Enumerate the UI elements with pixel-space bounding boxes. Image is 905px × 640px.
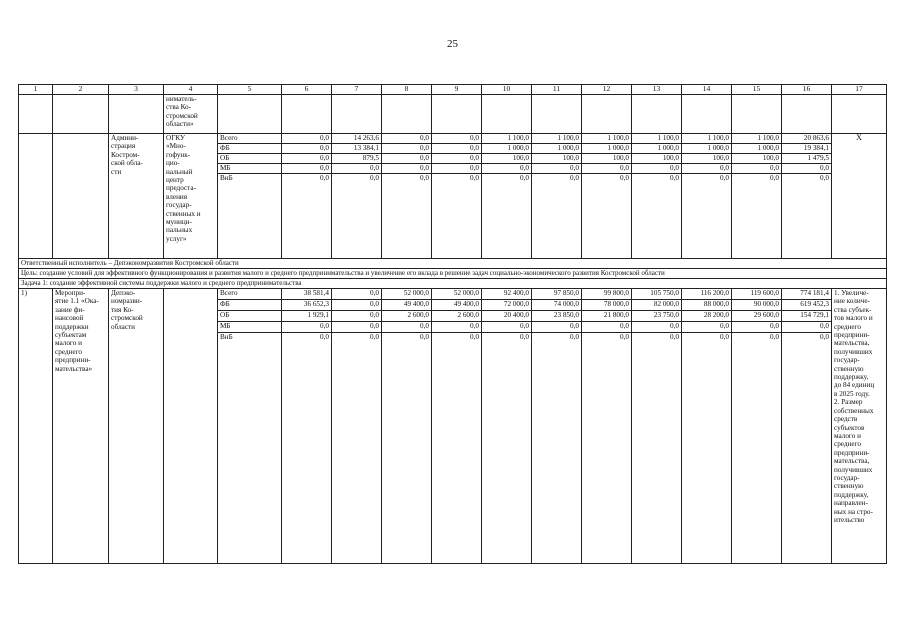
amount-cell: 100,0: [682, 154, 732, 164]
amount-cell: 78 000,0: [582, 300, 632, 311]
amount-cell: 0,0: [282, 164, 332, 174]
amount-cell: 0,0: [332, 174, 382, 259]
amount-cell: 49 400,0: [432, 300, 482, 311]
task-text: Задача 1: создание эффективной системы поддержки малого и среднего предпринимательства: [19, 279, 887, 289]
amount-cell: 1 100,0: [682, 134, 732, 144]
goal-row: [19, 269, 887, 279]
task-row: [19, 279, 887, 289]
amount-cell: 100,0: [732, 154, 782, 164]
goal-text: Цель: создание условий для эффективного функционирования и развития малого и среднего предпринимательства и увеличение его вклада в решение задач социально-экономического развития Костромской области: [19, 269, 887, 279]
header-cell: 9: [432, 85, 482, 95]
header-cell: 17: [832, 85, 887, 95]
amount-cell: 0,0: [582, 174, 632, 259]
amount-cell: 0,0: [332, 164, 382, 174]
amount-cell: 619 452,3: [782, 300, 832, 311]
amount-cell: 0,0: [332, 300, 382, 311]
amount-cell: 0,0: [782, 174, 832, 259]
funding-source-label: ФБ: [218, 144, 282, 154]
funding-source-label: Всего: [218, 134, 282, 144]
amount-cell: 0,0: [432, 322, 482, 333]
amount-cell: 1 000,0: [582, 144, 632, 154]
amount-cell: 0,0: [732, 174, 782, 259]
amount-cell: 1 479,5: [782, 154, 832, 164]
amount-cell: 0,0: [632, 174, 682, 259]
amount-cell: 0,0: [782, 333, 832, 564]
amount-cell: 0,0: [682, 174, 732, 259]
funding-source-label: ОБ: [218, 154, 282, 164]
amount-cell: 0,0: [432, 174, 482, 259]
amount-cell: 97 850,0: [532, 289, 582, 300]
amount-cell: 0,0: [532, 333, 582, 564]
empty-cell: [832, 95, 887, 134]
funding-source-label: МБ: [218, 164, 282, 174]
amount-cell: 0,0: [682, 333, 732, 564]
amount-cell: 100,0: [532, 154, 582, 164]
indicator-mark: Х: [832, 134, 887, 259]
amount-cell: 1 100,0: [482, 134, 532, 144]
header-cell: 1: [19, 85, 53, 95]
header-cell: 16: [782, 85, 832, 95]
amount-cell: 1 100,0: [532, 134, 582, 144]
amount-cell: 1 000,0: [732, 144, 782, 154]
empty-cell: [732, 95, 782, 134]
empty-cell: [282, 95, 332, 134]
amount-cell: 0,0: [332, 333, 382, 564]
funding-source-label: Всего: [218, 289, 282, 300]
amount-cell: 879,5: [332, 154, 382, 164]
header-cell: 5: [218, 85, 282, 95]
empty-cell: [53, 134, 109, 259]
amount-cell: 0,0: [432, 164, 482, 174]
header-row: [19, 85, 887, 95]
amount-cell: 0,0: [732, 322, 782, 333]
amount-cell: 0,0: [382, 333, 432, 564]
amount-cell: 0,0: [632, 164, 682, 174]
empty-cell: [382, 95, 432, 134]
funding-row: [19, 289, 887, 300]
amount-cell: 1 100,0: [582, 134, 632, 144]
amount-cell: 92 400,0: [482, 289, 532, 300]
amount-cell: 0,0: [332, 289, 382, 300]
indicator-text: 1. Увеличе- ние количе- ства субъек- тов малого и среднего предприни- мательства, получивших государ- ственную поддержку, до 84 единиц в 2025 году. 2. Размер собственных средств субъектов малого и среднего предприни- мательства, получивших государ- ственную поддержку, направлен- ных на стро- ительство: [832, 289, 887, 564]
amount-cell: 0,0: [332, 311, 382, 322]
amount-cell: 19 384,1: [782, 144, 832, 154]
amount-cell: 0,0: [382, 134, 432, 144]
amount-cell: 21 800,0: [582, 311, 632, 322]
amount-cell: 23 750,0: [632, 311, 682, 322]
amount-cell: 1 000,0: [632, 144, 682, 154]
amount-cell: 0,0: [332, 322, 382, 333]
amount-cell: 0,0: [432, 154, 482, 164]
empty-cell: [532, 95, 582, 134]
empty-cell: [164, 289, 218, 564]
empty-cell: [19, 134, 53, 259]
amount-cell: 0,0: [782, 322, 832, 333]
amount-cell: 0,0: [382, 322, 432, 333]
amount-cell: 52 000,0: [382, 289, 432, 300]
amount-cell: 0,0: [532, 322, 582, 333]
amount-cell: 49 400,0: [382, 300, 432, 311]
amount-cell: 0,0: [282, 333, 332, 564]
amount-cell: 0,0: [532, 174, 582, 259]
amount-cell: 90 000,0: [732, 300, 782, 311]
amount-cell: 14 263,6: [332, 134, 382, 144]
header-cell: 13: [632, 85, 682, 95]
header-cell: 8: [382, 85, 432, 95]
amount-cell: 36 652,3: [282, 300, 332, 311]
empty-cell: [53, 95, 109, 134]
amount-cell: 100,0: [632, 154, 682, 164]
amount-cell: 28 200,0: [682, 311, 732, 322]
header-cell: 14: [682, 85, 732, 95]
amount-cell: 0,0: [432, 144, 482, 154]
header-cell: 10: [482, 85, 532, 95]
empty-cell: [632, 95, 682, 134]
amount-cell: 72 000,0: [482, 300, 532, 311]
amount-cell: 1 100,0: [632, 134, 682, 144]
amount-cell: 0,0: [682, 322, 732, 333]
page-number: 25: [447, 38, 458, 50]
amount-cell: 119 600,0: [732, 289, 782, 300]
amount-cell: 1 929,1: [282, 311, 332, 322]
amount-cell: 100,0: [482, 154, 532, 164]
amount-cell: 0,0: [732, 333, 782, 564]
amount-cell: 116 200,0: [682, 289, 732, 300]
amount-cell: 0,0: [582, 322, 632, 333]
amount-cell: 52 000,0: [432, 289, 482, 300]
amount-cell: 29 600,0: [732, 311, 782, 322]
executor-cell: ниматель- ства Ко- стромской области»: [164, 95, 218, 134]
amount-cell: 0,0: [382, 154, 432, 164]
header-cell: 12: [582, 85, 632, 95]
row-number: 1): [19, 289, 53, 564]
amount-cell: 774 181,4: [782, 289, 832, 300]
header-cell: 2: [53, 85, 109, 95]
funding-source-label: ОБ: [218, 311, 282, 322]
amount-cell: 100,0: [582, 154, 632, 164]
amount-cell: 1 000,0: [482, 144, 532, 154]
amount-cell: 1 100,0: [732, 134, 782, 144]
amount-cell: 0,0: [282, 322, 332, 333]
amount-cell: 0,0: [632, 322, 682, 333]
empty-cell: [482, 95, 532, 134]
amount-cell: 0,0: [282, 144, 332, 154]
header-cell: 4: [164, 85, 218, 95]
amount-cell: 0,0: [432, 134, 482, 144]
amount-cell: 0,0: [482, 333, 532, 564]
amount-cell: 74 000,0: [532, 300, 582, 311]
amount-cell: 0,0: [782, 164, 832, 174]
amount-cell: 0,0: [482, 164, 532, 174]
funding-source-label: ВнБ: [218, 333, 282, 564]
amount-cell: 2 600,0: [382, 311, 432, 322]
amount-cell: 0,0: [682, 164, 732, 174]
responsible-cell: Админи- страция Костром- ской обла- сти: [109, 134, 164, 259]
amount-cell: 0,0: [382, 164, 432, 174]
amount-cell: 105 750,0: [632, 289, 682, 300]
amount-cell: 0,0: [382, 174, 432, 259]
amount-cell: 20 863,6: [782, 134, 832, 144]
empty-cell: [332, 95, 382, 134]
amount-cell: 0,0: [282, 134, 332, 144]
funding-source-label: ВнБ: [218, 174, 282, 259]
amount-cell: 99 800,0: [582, 289, 632, 300]
empty-cell: [218, 95, 282, 134]
amount-cell: 154 729,1: [782, 311, 832, 322]
event-name: Меропри- ятие 1.1 «Ока- зание фи- нансовой поддержки субъектам малого и среднего предприни- мательства»: [53, 289, 109, 564]
amount-cell: 88 000,0: [682, 300, 732, 311]
amount-cell: 0,0: [582, 164, 632, 174]
header-cell: 15: [732, 85, 782, 95]
amount-cell: 1 000,0: [682, 144, 732, 154]
amount-cell: 0,0: [632, 333, 682, 564]
amount-cell: 82 000,0: [632, 300, 682, 311]
header-cell: 6: [282, 85, 332, 95]
amount-cell: 0,0: [482, 174, 532, 259]
amount-cell: 23 850,0: [532, 311, 582, 322]
amount-cell: 1 000,0: [532, 144, 582, 154]
budget-table: [18, 84, 887, 564]
empty-cell: [432, 95, 482, 134]
amount-cell: 13 384,1: [332, 144, 382, 154]
amount-cell: 38 581,4: [282, 289, 332, 300]
amount-cell: 0,0: [532, 164, 582, 174]
continuation-row: [19, 95, 887, 134]
executor-cell: ОГКУ «Мно- гофунк- цио- нальный центр предоста- вления государ- ственных и муници- пальных услуг»: [164, 134, 218, 259]
header-cell: 11: [532, 85, 582, 95]
amount-cell: 20 400,0: [482, 311, 532, 322]
responsible-row: [19, 259, 887, 269]
header-cell: 7: [332, 85, 382, 95]
responsible-text: Ответственный исполнитель – Депэкономразвития Костромской области: [19, 259, 887, 269]
empty-cell: [109, 95, 164, 134]
amount-cell: 0,0: [732, 164, 782, 174]
empty-cell: [19, 95, 53, 134]
responsible-cell: Депэко- номразви- тия Ко- стромской области: [109, 289, 164, 564]
empty-cell: [782, 95, 832, 134]
amount-cell: 2 600,0: [432, 311, 482, 322]
empty-cell: [582, 95, 632, 134]
funding-source-label: ФБ: [218, 300, 282, 311]
funding-source-label: МБ: [218, 322, 282, 333]
amount-cell: 0,0: [382, 144, 432, 154]
amount-cell: 0,0: [282, 174, 332, 259]
amount-cell: 0,0: [432, 333, 482, 564]
amount-cell: 0,0: [482, 322, 532, 333]
amount-cell: 0,0: [282, 154, 332, 164]
header-cell: 3: [109, 85, 164, 95]
empty-cell: [682, 95, 732, 134]
funding-row: [19, 134, 887, 144]
amount-cell: 0,0: [582, 333, 632, 564]
